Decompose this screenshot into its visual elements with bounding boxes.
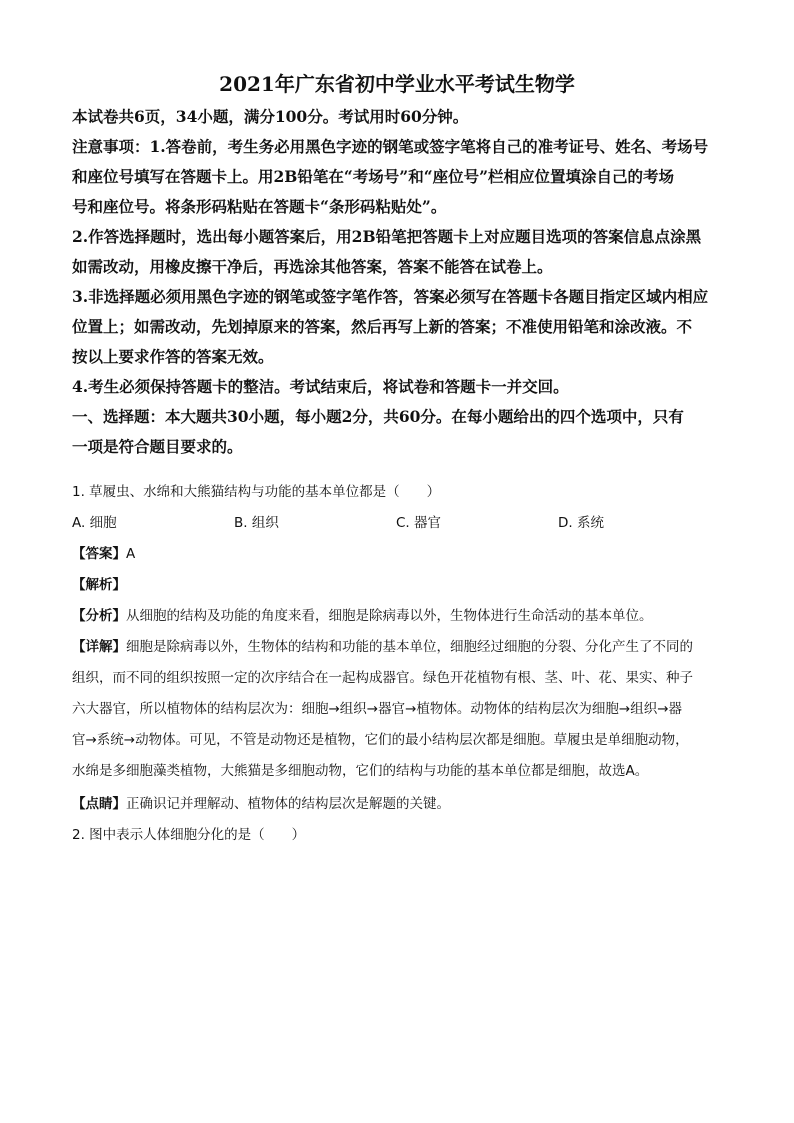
answer-tag: 【答案】 — [72, 546, 126, 562]
fenxi-text: 从细胞的结构及功能的角度来看，细胞是除病毒以外，生物体进行生命活动的基本单位。 — [126, 608, 653, 624]
question-1-stem: 1. 草履虫、水绵和大熊猫结构与功能的基本单位都是（ ） — [72, 484, 441, 500]
xiangjie-tag: 【详解】 — [72, 639, 126, 655]
notice-line: 如需改动，用橡皮擦干净后，再选涂其他答案，答案不能答在试卷上。 — [72, 257, 553, 276]
intro-line: 本试卷共6页，34小题，满分100分。考试用时60分钟。 — [72, 107, 469, 126]
analysis-tag: 【解析】 — [72, 577, 126, 593]
xiangjie-line: 官→系统→动物体。可见，不管是动物还是植物，它们的最小结构层次都是细胞。草履虫是单细胞动物， — [72, 732, 689, 748]
option-b: B. 组织 — [234, 515, 279, 531]
notice-line: 2.作答选择题时，选出每小题答案后，用2B铅笔把答题卡上对应题目选项的答案信息点涂黑 — [72, 227, 702, 246]
option-c: C. 器官 — [396, 515, 442, 531]
answer-value: A — [126, 546, 136, 562]
analysis-heading — [72, 570, 732, 601]
exam-instructions — [72, 102, 732, 462]
notice-line: 位置上；如需改动，先划掉原来的答案，然后再写上新的答案；不准使用铅笔和涂改液。不 — [72, 317, 693, 336]
question-1-options — [72, 508, 732, 539]
fenxi-tag: 【分析】 — [72, 608, 126, 624]
notice-line: 注意事项：1.答卷前，考生务必用黑色字迹的钢笔或签字笔将自己的准考证号、姓名、考场号 — [72, 137, 709, 156]
dianjing-line — [72, 789, 732, 820]
option-a: A. 细胞 — [72, 515, 117, 531]
fenxi-line — [72, 601, 732, 632]
section-heading: 一项是符合题目要求的。 — [72, 437, 243, 456]
notice-line: 按以上要求作答的答案无效。 — [72, 347, 274, 366]
notice-line: 号和座位号。将条形码粘贴在答题卡“条形码粘贴处”。 — [72, 197, 447, 216]
section-heading: 一、选择题：本大题共30小题，每小题2分，共60分。在每小题给出的四个选项中，只有 — [72, 407, 684, 426]
notice-line: 3.非选择题必须用黑色字迹的钢笔或签字笔作答，答案必须写在答题卡各题目指定区域内相应 — [72, 287, 709, 306]
notice-line: 4.考生必须保持答题卡的整洁。考试结束后，将试卷和答题卡一并交回。 — [72, 377, 569, 396]
page-title: 2021年广东省初中学业水平考试生物学 — [219, 72, 575, 96]
xiangjie-line: 六大器官，所以植物体的结构层次为：细胞→组织→器官→植物体。动物体的结构层次为细胞→组织→器 — [72, 701, 683, 717]
xiangjie-line: 【详解】细胞是除病毒以外，生物体的结构和功能的基本单位，细胞经过细胞的分裂、分化产生了不同的 — [72, 639, 693, 655]
dianjing-text: 正确识记并理解动、植物体的结构层次是解题的关键。 — [126, 796, 450, 812]
xiangjie-block — [72, 632, 732, 787]
question-2-stem: 2. 图中表示人体细胞分化的是（ ） — [72, 827, 306, 843]
xiangjie-line: 水绵是多细胞藻类植物，大熊猫是多细胞动物，它们的结构与功能的基本单位都是细胞，故选A。 — [72, 763, 649, 779]
dianjing-tag: 【点睛】 — [72, 796, 126, 812]
option-d: D. 系统 — [558, 515, 604, 531]
answer-line — [72, 539, 732, 570]
xiangjie-line: 组织，而不同的组织按照一定的次序结合在一起构成器官。绿色开花植物有根、茎、叶、花、果实、种子 — [72, 670, 693, 686]
notice-line: 和座位号填写在答题卡上。用2B铅笔在“考场号”和“座位号”栏相应位置填涂自己的考场 — [72, 167, 675, 186]
